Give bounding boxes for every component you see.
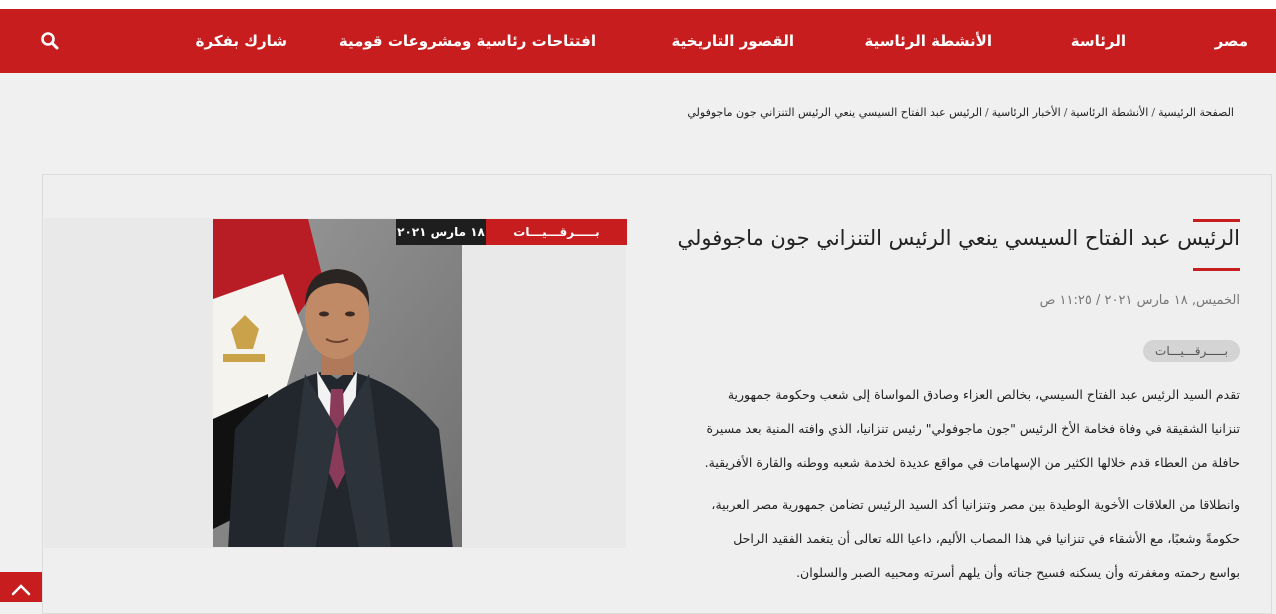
breadcrumb-separator: / xyxy=(1063,106,1068,119)
nav-item-share-idea[interactable]: شارك بفكرة xyxy=(195,32,287,50)
article-dateline: الخميس, ١٨ مارس ٢٠٢١ / ١١:٢٥ ص xyxy=(1039,293,1240,308)
article-title: الرئيس عبد الفتاح السيسي ينعي الرئيس التنزاني جون ماجوفولي xyxy=(677,226,1240,250)
breadcrumb-separator: / xyxy=(1151,106,1156,119)
article-paragraph-1 xyxy=(640,378,1240,480)
president-photo xyxy=(213,219,462,547)
title-accent-bottom xyxy=(1193,268,1240,271)
title-accent-top xyxy=(1193,219,1240,222)
category-tag[interactable]: بـــــرقـــيـــات xyxy=(1143,340,1240,362)
paragraph-line: وانطلاقا من العلاقات الأخوية الوطيدة بين مصر وتنزانيا أكد السيد الرئيس تضامن جمهورية مصر العربية، xyxy=(711,497,1240,512)
nav-item-presidential-activities[interactable]: الأنشطة الرئاسية xyxy=(864,32,992,50)
paragraph-line: تقدم السيد الرئيس عبد الفتاح السيسي، بخالص العزاء وصادق المواساة إلى شعب وحكومة جمهورية xyxy=(727,387,1240,402)
paragraph-line: حافلة من العطاء قدم خلالها الكثير من الإسهامات في مواقع عديدة لخدمة شعبه ووطنه والقارة الأفريقية. xyxy=(704,455,1240,470)
nav-item-historic-palaces[interactable]: القصور التاريخية xyxy=(671,32,794,50)
breadcrumb xyxy=(687,106,1234,119)
breadcrumb-home[interactable]: الصفحة الرئيسية xyxy=(1158,106,1234,119)
back-to-top-button[interactable] xyxy=(0,572,42,602)
top-strip xyxy=(0,0,1276,9)
breadcrumb-current: الرئيس عبد الفتاح السيسي ينعي الرئيس التنزاني جون ماجوفولي xyxy=(687,106,983,119)
photo-category-badge[interactable]: بـــــرقـــيـــات xyxy=(486,219,627,245)
main-navbar xyxy=(0,9,1276,73)
breadcrumb-activities[interactable]: الأنشطة الرئاسية xyxy=(1070,106,1149,119)
nav-item-presidency[interactable]: الرئاسة xyxy=(1070,32,1126,50)
search-icon[interactable] xyxy=(40,31,60,51)
photo-date-badge: ١٨ مارس ٢٠٢١ xyxy=(396,219,486,245)
nav-item-openings-projects[interactable]: افتتاحات رئاسية ومشروعات قومية xyxy=(338,32,596,50)
paragraph-line: حكومةً وشعبًا، مع الأشقاء في تنزانيا في هذا المصاب الأليم، داعيا الله تعالى أن يتغمد الفقيد الراحل xyxy=(733,531,1240,546)
chevron-up-icon xyxy=(0,572,42,602)
nav-item-egypt[interactable]: مصر xyxy=(1214,32,1248,50)
breadcrumb-news[interactable]: الأخبار الرئاسية xyxy=(991,106,1061,119)
article-paragraph-2 xyxy=(640,488,1240,590)
paragraph-line: تنزانيا الشقيقة في وفاة فخامة الأخ الرئيس "جون ماجوفولي" رئيس تنزانيا، الذي وافته المنية بعد مسيرة xyxy=(706,421,1240,436)
paragraph-line: بواسع رحمته ومغفرته وأن يسكنه فسيح جناته وأن يلهم أسرته ومحبيه الصبر والسلوان. xyxy=(796,565,1240,580)
breadcrumb-separator: / xyxy=(985,106,989,119)
